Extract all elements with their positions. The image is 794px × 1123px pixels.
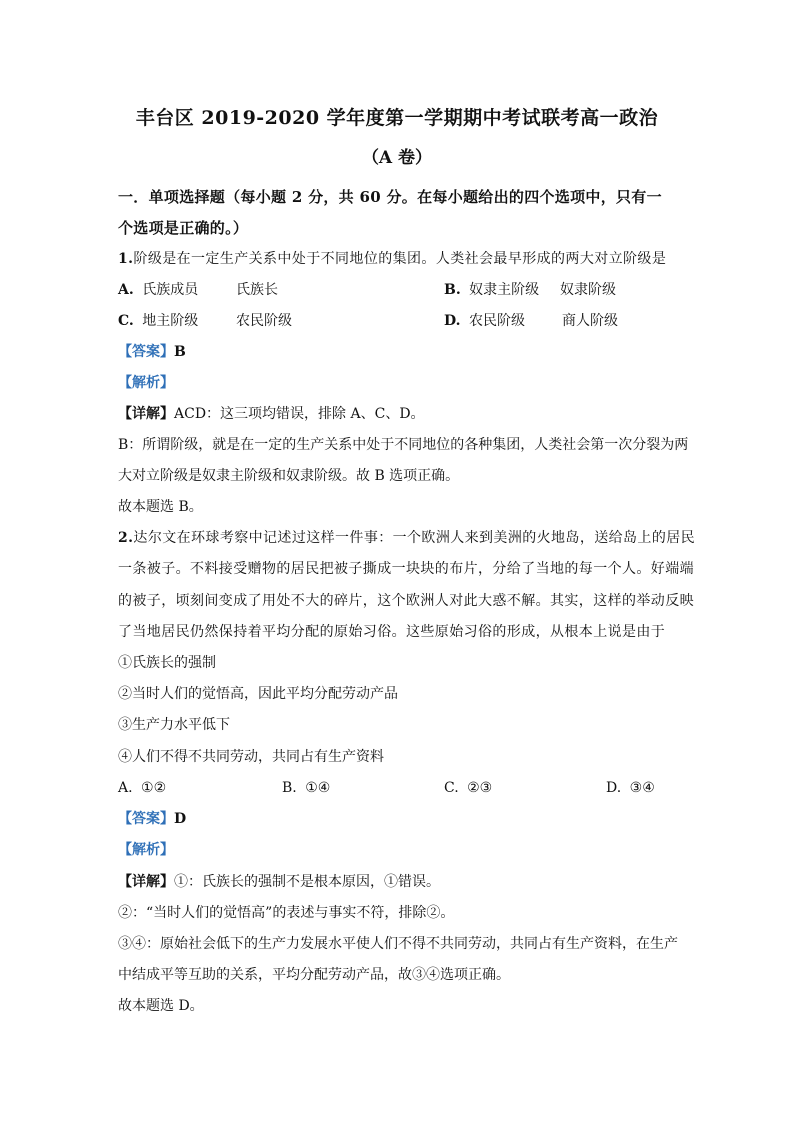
option-key: B. bbox=[282, 780, 297, 796]
statement-2: ②当时人们的觉悟高，因此平均分配劳动产品 bbox=[118, 686, 398, 702]
answer-value: B bbox=[174, 344, 186, 360]
question-text: 阶级是在一定生产关系中处于不同地位的集团。人类社会最早形成的两大对立阶级是 bbox=[133, 251, 667, 267]
question-2-stem-4: 了当地居民仍然保持着平均分配的原始习俗。这些原始习俗的形成，从根本上说是由于 bbox=[118, 624, 666, 640]
page-title: 丰台区 2019-2020 学年度第一学期期中考试联考高一政治 bbox=[135, 107, 659, 129]
detail-line-4: 中结成平等互助的关系，平均分配劳动产品，故③④选项正确。 bbox=[118, 967, 510, 983]
option-key: A. bbox=[118, 780, 133, 796]
option-text: 地主阶级 bbox=[142, 313, 199, 329]
detail-line-2: B：所谓阶级，就是在一定的生产关系中处于不同地位的各种集团，人类社会第一次分裂为两 bbox=[118, 437, 689, 453]
detail-text: ACD：这三项均错误，排除 A、C、D。 bbox=[174, 406, 425, 422]
option-key: C. bbox=[118, 313, 134, 329]
statement-3: ③生产力水平低下 bbox=[118, 717, 230, 733]
answer-tag: 【答案】 bbox=[118, 811, 174, 827]
option-c-second: 农民阶级 bbox=[236, 313, 292, 329]
question-number: 1. bbox=[118, 251, 134, 267]
question-2-stem-2: 一条被子。不料接受赠物的居民把被子撕成一块块的布片，分给了当地的每一个人。好端端 bbox=[118, 561, 694, 577]
option-key: C. bbox=[444, 780, 459, 796]
option-key: D. bbox=[606, 780, 622, 796]
question-text: 达尔文在环球考察中记述过这样一件事：一个欧洲人来到美洲的火地岛，送给岛上的居民 bbox=[133, 530, 696, 546]
statement-1: ①氏族长的强制 bbox=[118, 655, 216, 671]
detail-tag: 【详解】 bbox=[118, 874, 174, 890]
option-d bbox=[444, 311, 525, 331]
answer-tag: 【答案】 bbox=[118, 344, 174, 360]
option-text: ①④ bbox=[305, 780, 331, 796]
option-c bbox=[444, 778, 492, 798]
option-b bbox=[282, 778, 330, 798]
section-heading-line2: 个选项是正确的。） bbox=[118, 219, 249, 237]
detail-line-2: ②：“当时人们的觉悟高”的表述与事实不符，排除②。 bbox=[118, 905, 455, 921]
answer-line bbox=[118, 342, 186, 362]
option-text: 奴隶主阶级 bbox=[469, 282, 540, 298]
option-d-second: 商人阶级 bbox=[562, 313, 618, 329]
analysis-tag: 【解析】 bbox=[118, 842, 174, 858]
option-text: ③④ bbox=[629, 780, 655, 796]
detail-line-3: 大对立阶级是奴隶主阶级和奴隶阶级。故 B 选项正确。 bbox=[118, 468, 460, 484]
option-a-second: 氏族长 bbox=[236, 282, 278, 298]
option-b bbox=[444, 280, 539, 300]
detail-line-1 bbox=[118, 404, 425, 424]
question-1-stem bbox=[118, 249, 666, 269]
question-2-stem-3: 的被子，顷刻间变成了用处不大的碎片，这个欧洲人对此大惑不解。其实，这样的举动反映 bbox=[118, 593, 694, 609]
option-b-second: 奴隶阶级 bbox=[560, 282, 616, 298]
option-text: 氏族成员 bbox=[142, 282, 199, 298]
answer-line bbox=[118, 809, 186, 829]
statement-4: ④人们不得不共同劳动，共同占有生产资料 bbox=[118, 749, 384, 765]
conclusion-line: 故本题选 B。 bbox=[118, 499, 203, 515]
analysis-tag: 【解析】 bbox=[118, 375, 174, 391]
option-key: B. bbox=[444, 282, 461, 298]
conclusion-line: 故本题选 D。 bbox=[118, 998, 204, 1014]
option-text: ②③ bbox=[467, 780, 493, 796]
section-heading-line1: 一．单项选择题（每小题 2 分，共 60 分。在每小题给出的四个选项中，只有一 bbox=[118, 188, 662, 206]
detail-line-1 bbox=[118, 872, 440, 892]
detail-tag: 【详解】 bbox=[118, 406, 174, 422]
option-c bbox=[118, 311, 198, 331]
option-text: 农民阶级 bbox=[468, 313, 525, 329]
detail-line-3: ③④：原始社会低下的生产力发展水平使人们不得不共同劳动，共同占有生产资料，在生产 bbox=[118, 936, 678, 952]
option-key: D. bbox=[444, 313, 461, 329]
page-subtitle: （A 卷） bbox=[361, 148, 433, 168]
option-key: A. bbox=[118, 282, 134, 298]
option-text: ①② bbox=[141, 780, 167, 796]
detail-text: ①：氏族长的强制不是根本原因，①错误。 bbox=[174, 874, 440, 890]
question-2-stem-1 bbox=[118, 528, 695, 548]
option-a bbox=[118, 778, 166, 798]
question-number: 2. bbox=[118, 530, 134, 546]
answer-value: D bbox=[174, 811, 187, 827]
option-d bbox=[606, 778, 655, 798]
option-a bbox=[118, 280, 198, 300]
